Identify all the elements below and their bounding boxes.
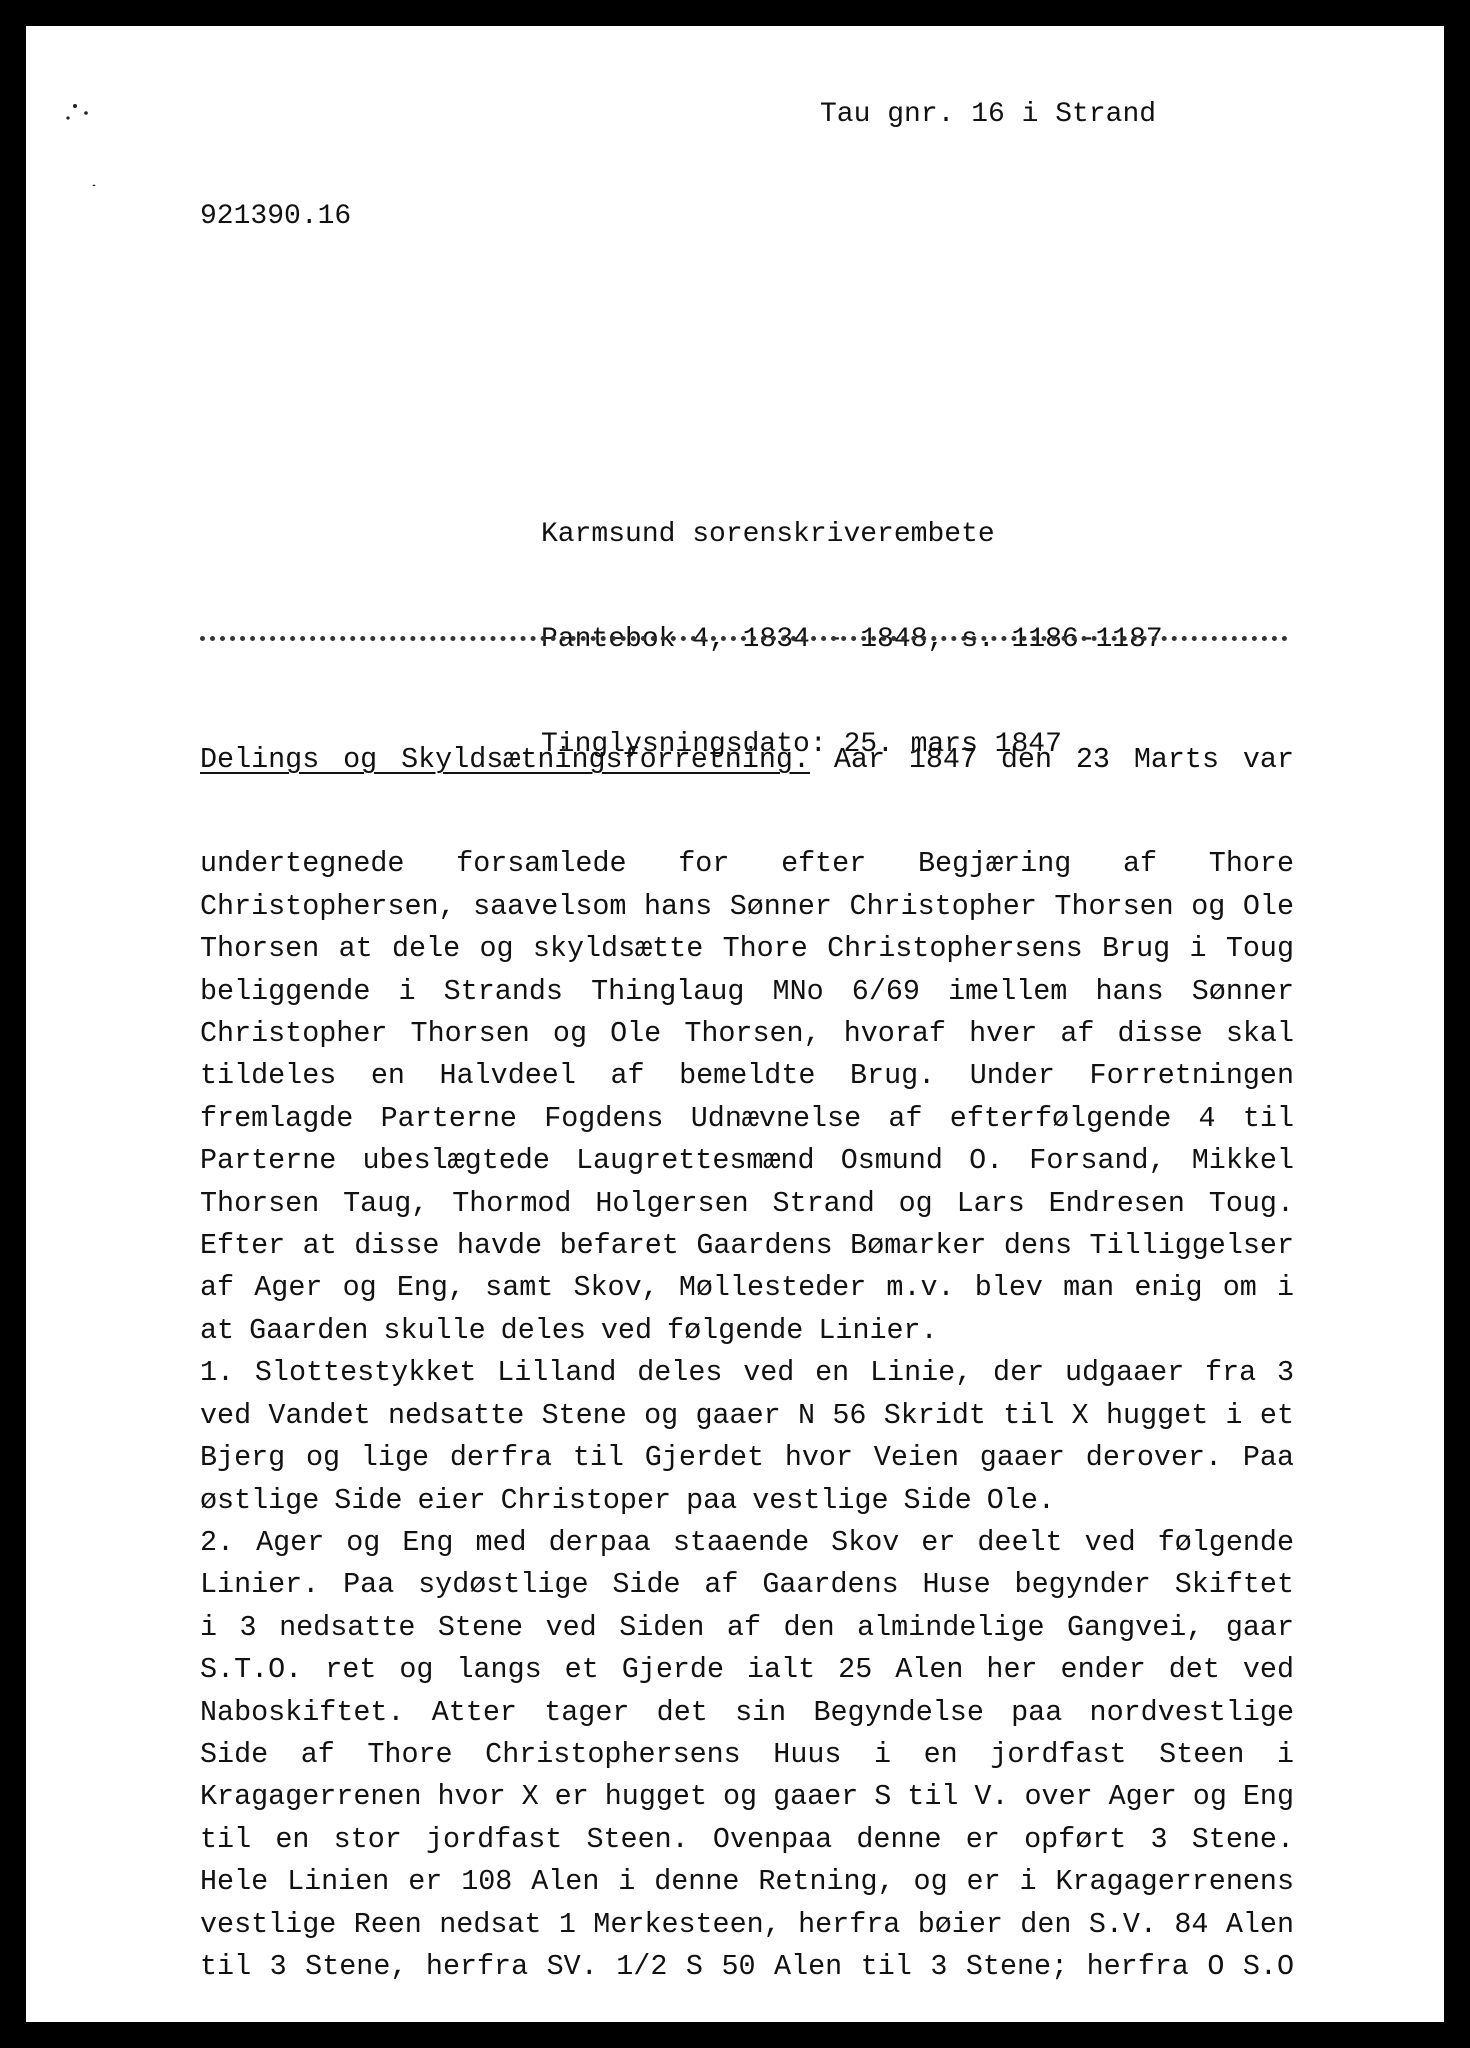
body-line: til 3 Stene, herfra SV. 1/2 S 50 Alen til 3 Stene; herfra O S.O [200,1949,1294,1983]
document-number: 921390.16 [200,201,352,232]
body-line: Thorsen Taug, Thormod Holgersen Strand og Lars Endresen Toug. [200,1186,1294,1220]
body-line: ved Vandet nedsatte Stene og gaaer N 56 Skridt til X hugget i et [200,1398,1294,1432]
body-line [200,739,1294,781]
court-office: Karmsund sorenskriverembete [541,519,995,550]
body-line: Linier. Paa sydøstlige Side af Gaardens Huse begynder Skiftet [200,1568,1294,1602]
body-line: at Gaarden skulle deles ved følgende Linier. [200,1313,938,1347]
body-line: beliggende i Strands Thinglaug MNo 6/69 imellem hans Sønner [200,974,1294,1008]
body-line: Kragagerrenen hvor X er hugget og gaaer S til V. over Ager og Eng [200,1780,1294,1814]
body-line: Bjerg og lige derfra til Gjerdet hvor Veien gaaer derover. Paa [200,1441,1294,1475]
body-line: Hele Linien er 108 Alen i denne Retning, og er i Kragagerrenens [200,1865,1294,1899]
body-heading: Delings og Skyldsætningsforretning. [200,743,810,776]
body-line: Parterne ubeslægtede Laugrettesmænd Osmund O. Forsand, Mikkel [200,1144,1294,1178]
body-line: af Ager og Eng, samt Skov, Møllesteder m.v. blev man enig om i [200,1271,1294,1305]
body-lines [200,843,1294,1988]
body-line: til en stor jordfast Steen. Ovenpaa denne er opført 3 Stene. [200,1822,1294,1856]
body-line: Christophersen, saavelsom hans Sønner Christopher Thorsen og Ole [200,889,1294,923]
body-line: 1. Slottestykket Lilland deles ved en Linie, der udgaaer fra 3 [200,1356,1294,1390]
body-line: Efter at disse havde befaret Gaardens Bømarker dens Tilliggelser [200,1229,1294,1263]
body-line: vestlige Reen nedsat 1 Merkesteen, herfra bøier den S.V. 84 Alen [200,1907,1294,1941]
body-line: østlige Side eier Christoper paa vestlige Side Ole. [200,1483,1055,1517]
mortgage-book-reference: Pantebok 4, 1834 - 1848, s. 1186-1187 [541,624,1163,655]
registration-date: Tinglysningsdato: 25. mars 1847 [541,729,1062,760]
body-line: S.T.O. ret og langs et Gjerde ialt 25 Alen her ender det ved [200,1653,1294,1687]
body-first-line-text: Aar 1847 den 23 Marts var [833,743,1294,776]
body-line: undertegnede forsamlede for efter Begjæring af Thore [200,847,1294,881]
body-line: fremlagde Parterne Fogdens Udnævnelse af efterfølgende 4 til [200,1101,1294,1135]
dotted-separator [200,636,1288,641]
document-page [26,26,1444,2022]
body-line: tildeles en Halvdeel af bemeldte Brug. Under Forretningen [200,1059,1294,1093]
body-line: Thorsen at dele og skyldsætte Thore Christophersens Brug i Toug [200,932,1294,966]
body-line: 2. Ager og Eng med derpaa staaende Skov er deelt ved følgende [200,1525,1294,1559]
body-line: i 3 nedsatte Stene ved Siden af den almindelige Gangvei, gaar [200,1610,1294,1644]
body-line: Naboskiftet. Atter tager det sin Begyndelse paa nordvestlige [200,1695,1294,1729]
transcription-body [200,677,1294,2022]
scan-specks [46,76,106,186]
property-reference: Tau gnr. 16 i Strand [820,99,1157,130]
body-line: Side af Thore Christophersens Huus i en jordfast Steen i [200,1737,1294,1771]
body-line: Christopher Thorsen og Ole Thorsen, hvoraf hver af disse skal [200,1017,1294,1051]
